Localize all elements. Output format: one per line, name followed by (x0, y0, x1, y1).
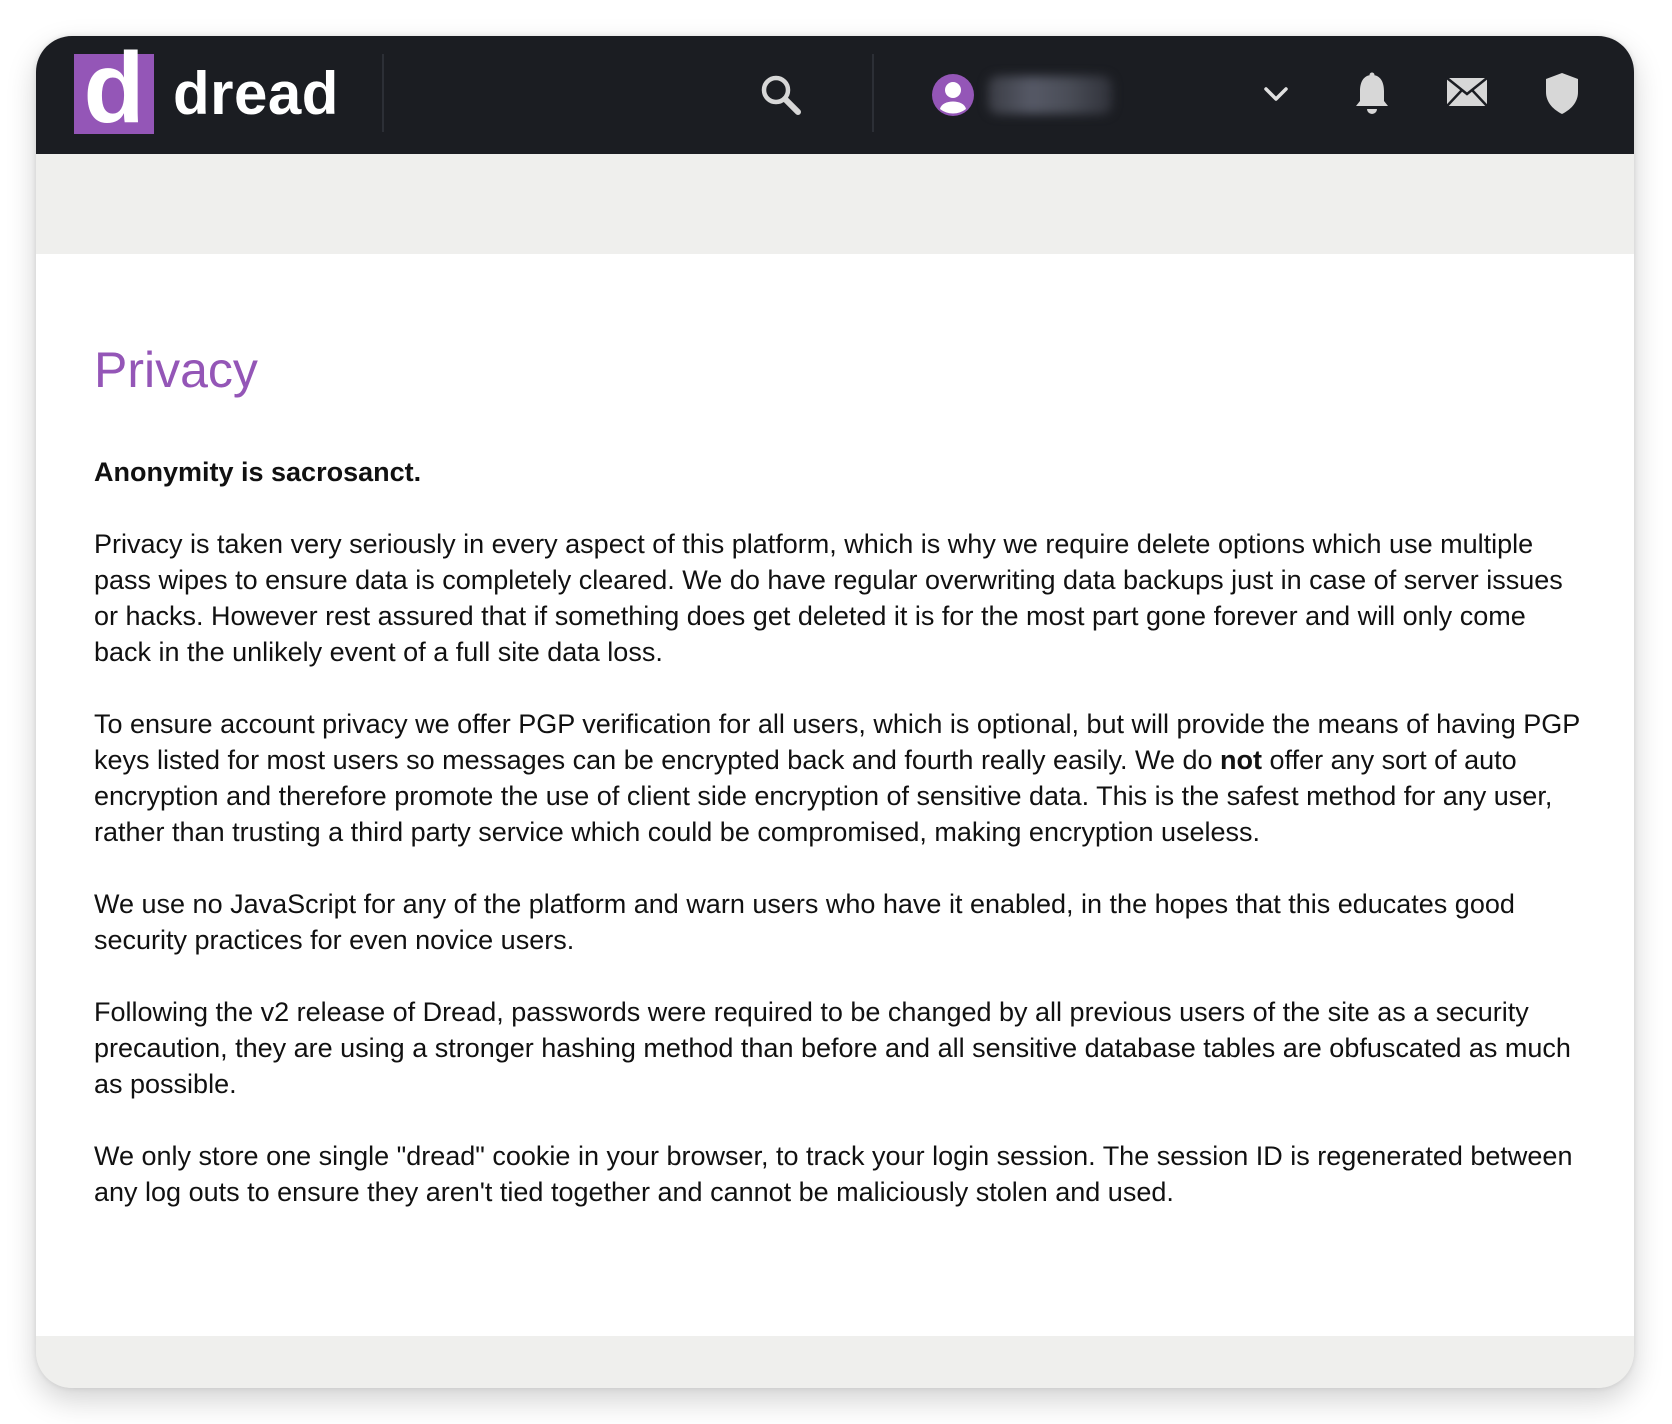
privacy-text (94, 454, 1584, 1246)
navbar-divider (382, 54, 384, 132)
emphasis-text: not (1220, 745, 1263, 775)
chevron-down-icon[interactable] (1262, 82, 1290, 106)
footer-bar (36, 1336, 1634, 1388)
top-navbar (36, 36, 1634, 154)
paragraph: We use no JavaScript for any of the platform and warn users who have it enabled, in the hopes that this educates good security practices for even novice users. (94, 889, 1515, 955)
page-title: Privacy (94, 342, 258, 398)
bell-icon[interactable] (1352, 71, 1392, 117)
subheader-bar (36, 154, 1634, 254)
paragraph (94, 706, 1584, 850)
brand-name[interactable]: dread (173, 60, 339, 127)
envelope-icon[interactable] (1446, 76, 1488, 108)
search-icon[interactable] (758, 72, 804, 118)
paragraph: Following the v2 release of Dread, passwords were required to be changed by all previous users of the site as a security precaution, they are using a stronger hashing method than before and all sensitive database tables are obfuscated as much as possible. (94, 997, 1571, 1099)
paragraph-text: offer any sort of auto encryption and therefore promote the use of client side encryption of sensitive data. This is the safest method for any user, rather than trusting a third party service which could be compromised, making encryption useless. (94, 745, 1553, 847)
logo-letter: d (83, 36, 145, 144)
paragraph: We only store one single "dread" cookie in your browser, to track your login session. The session ID is regenerated between any log outs to ensure they aren't tied together and cannot be maliciously stolen and used. (94, 1141, 1573, 1207)
main-content (36, 254, 1634, 1336)
navbar-divider (872, 54, 874, 132)
lead-statement: Anonymity is sacrosanct. (94, 457, 422, 487)
user-avatar-icon[interactable] (932, 74, 974, 116)
paragraph-text: To ensure account privacy we offer PGP verification for all users, which is optional, but will provide the means of having PGP keys listed for most users so messages can be encrypted back and fourth really easily. We do (94, 709, 1580, 775)
paragraph: Privacy is taken very seriously in every aspect of this platform, which is why we require delete options which use multiple pass wipes to ensure data is completely cleared. We do have regular overwriting data backups just in case of server issues or hacks. However rest assured that if something does get deleted it is for the most part gone forever and will only come back in the unlikely event of a full site data loss. (94, 529, 1563, 667)
username[interactable] (988, 76, 1112, 114)
browser-window (36, 36, 1634, 1388)
logo-link[interactable] (74, 36, 154, 144)
shield-icon[interactable] (1542, 70, 1582, 116)
